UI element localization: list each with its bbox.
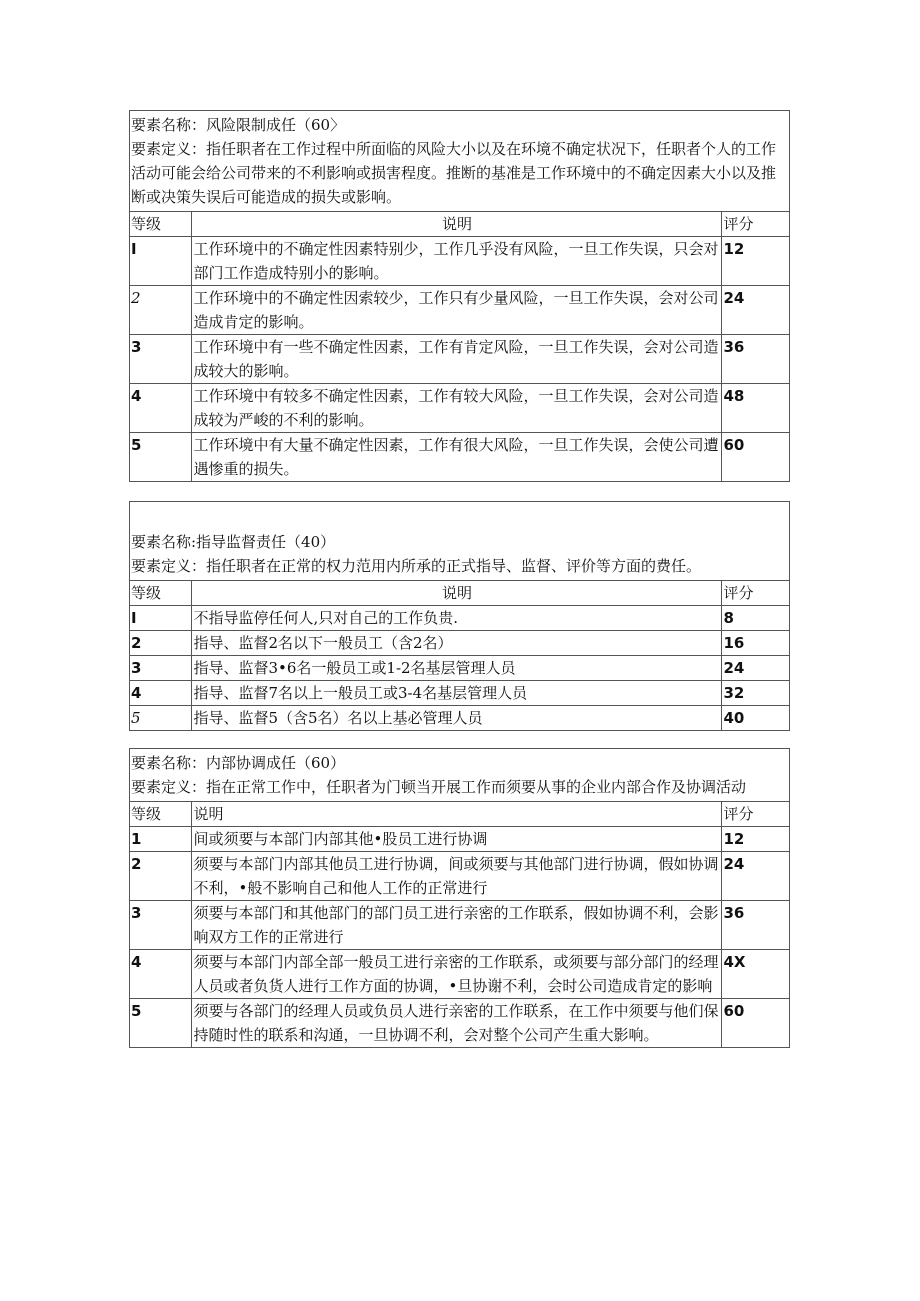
element-definition: 要素定义：指任职者在正常的权力范用内所承的正式指导、监督、评价等方面的费任。 [131,557,702,575]
table-row [130,237,790,286]
row-level: 2 [130,286,192,335]
header-score: 评分 [722,802,790,827]
row-level: I [130,237,192,286]
header-level: 等级 [130,581,192,606]
header-row [130,212,790,237]
table-row [130,950,790,999]
row-score: 4X [722,950,790,999]
element-name: 要素名称：内部协调成任（60） [131,754,346,772]
row-level: 4 [130,384,192,433]
row-score: 12 [722,827,790,852]
table-row [130,706,790,731]
row-score: 8 [722,606,790,631]
element-definition: 要素定义：指在正常工作中，任职者为门顿当开展工作而须要从事的企业内部合作及协调活动 [131,778,747,796]
coordination-table [129,748,790,1048]
row-score: 24 [722,852,790,901]
row-desc: 须要与本部门内部全部一般员工进行亲密的工作联系，或须要与部分部门的经理人员或者负货人进行工作方面的协调，•旦协谢不利，会时公司造成肯定的影响 [192,950,722,999]
element-name: 要素名称：风险限制成任（60〉 [131,116,346,134]
row-level: 5 [130,999,192,1048]
header-score: 评分 [722,581,790,606]
row-score: 16 [722,631,790,656]
header-row [130,581,790,606]
row-level: 2 [130,631,192,656]
element-name: 要素名称:指导监督责任（40） [131,533,336,551]
row-desc: 须要与各部门的经理人员或负员人进行亲密的工作联系，在工作中须要与他们保持随时性的联系和沟通，一旦协调不利，会对整个公司产生重大影响。 [192,999,722,1048]
table-row [130,286,790,335]
table-row [130,999,790,1048]
element-definition-cell [130,111,790,212]
table-row [130,827,790,852]
header-level: 等级 [130,212,192,237]
row-desc: 指导、监督3•6名一般员工或1-2名基层管理人员 [192,656,722,681]
row-level: 3 [130,901,192,950]
row-level: 4 [130,681,192,706]
header-desc: 说明 [192,212,722,237]
table-row [130,656,790,681]
element-definition: 要素定义：指任职者在工作过程中所面临的风险大小以及在环境不确定状况下，任职者个人的工作活动可能会给公司带来的不利影响或损害程度。推断的基准是工作环境中的不确定因素大小以及推断或决策失误后可能造成的损失或影响。 [131,140,777,206]
row-level: I [130,606,192,631]
table-row [130,384,790,433]
row-level: 3 [130,335,192,384]
table-row [130,852,790,901]
row-score: 12 [722,237,790,286]
supervision-table [129,501,790,731]
header-desc: 说明 [192,802,722,827]
row-score: 24 [722,656,790,681]
row-desc: 工作环境中有一些不确定性因素，工作有肯定风险，一旦工作失误，会对公司造成较大的影响。 [192,335,722,384]
row-level: 5 [130,706,192,731]
row-level: 1 [130,827,192,852]
element-definition-cell [130,502,790,581]
row-score: 40 [722,706,790,731]
row-level: 3 [130,656,192,681]
row-score: 36 [722,901,790,950]
row-level: 2 [130,852,192,901]
row-desc: 指导、监督5（含5名）名以上基必管理人员 [192,706,722,731]
blank-line [131,504,788,530]
row-desc: 间或须要与本部门内部其他•股员工进行协调 [192,827,722,852]
row-score: 48 [722,384,790,433]
table-row [130,631,790,656]
row-desc: 工作环境中有较多不确定性因素，工作有较大风险，一旦工作失误，会对公司造成较为严峻的不利的影响。 [192,384,722,433]
table-row [130,681,790,706]
header-score: 评分 [722,212,790,237]
header-desc: 说明 [192,581,722,606]
row-score: 32 [722,681,790,706]
row-score: 60 [722,999,790,1048]
row-score: 60 [722,433,790,482]
row-level: 4 [130,950,192,999]
row-desc: 须要与本部门和其他部门的部门员工进行亲密的工作联系，假如协调不利，会影响双方工作的正常进行 [192,901,722,950]
row-score: 24 [722,286,790,335]
header-row [130,802,790,827]
row-desc: 指导、监督2名以下一般员工（含2名） [192,631,722,656]
header-level: 等级 [130,802,192,827]
row-level: 5 [130,433,192,482]
row-desc: 工作环境中的不确定性因索较少，工作只有少量风险，一旦工作失误，会对公司造成肯定的影响。 [192,286,722,335]
row-desc: 须要与本部门内部其他员工进行协调，间或须要与其他部门进行协调，假如协调不利，•般不影响自己和他人工作的正常进行 [192,852,722,901]
row-score: 36 [722,335,790,384]
risk-table [129,110,790,482]
row-desc: 工作环境中的不确定性因素特别少，工作几乎没有风险，一旦工作失误，只会对部门工作造成特别小的影响。 [192,237,722,286]
row-desc: 工作环境中有大量不确定性因素，工作有很大风险，一旦工作失误，会使公司遭遇惨重的损失。 [192,433,722,482]
row-desc: 不指导监停任何人,只对自己的工作负贵. [192,606,722,631]
table-row [130,433,790,482]
row-desc: 指导、监督7名以上一般员工或3-4名基层管理人员 [192,681,722,706]
table-row [130,901,790,950]
table-row [130,606,790,631]
table-row [130,335,790,384]
element-definition-cell [130,749,790,802]
